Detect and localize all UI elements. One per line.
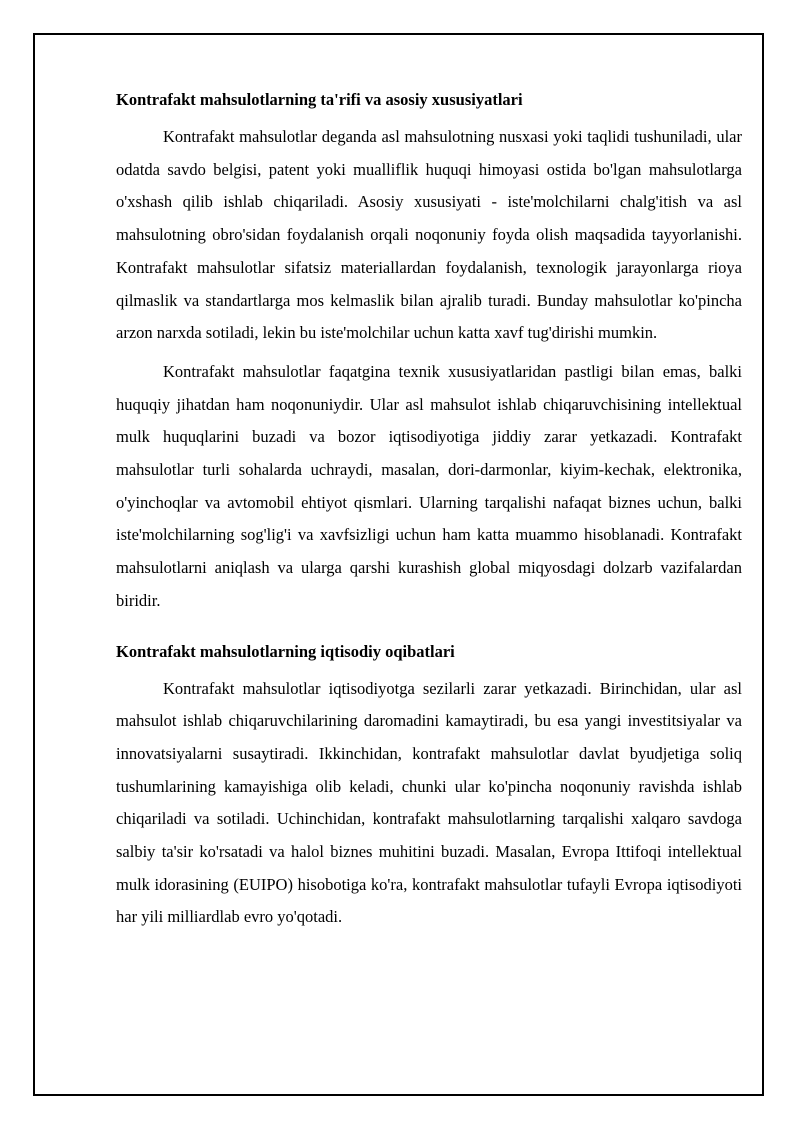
paragraph-definition-2: Kontrafakt mahsulotlar faqatgina texnik xususiyatlaridan pastligi bilan emas, balki huquqiy jihatdan ham noqonuniydir. Ular asl mahsulot ishlab chiqaruvchisining intellektual mulk huquqlarini buzadi va bozor iqtisodiyotiga jiddiy zarar yetkazadi. Kontrafakt mahsulotlar turli sohalarda uchraydi, masalan, dori-darmonlar, kiyim-kechak, elektronika, o'yinchoqlar va avtomobil ehtiyot qismlari. Ularning tarqalishi nafaqat biznes uchun, balki iste'molchilarning sog'lig'i va xavfsizligi uchun ham katta muammo hisoblanadi. Kontrafakt mahsulotlarni aniqlash va ularga qarshi kurashish global miqyosdagi dolzarb vazifalardan biridir. [116, 361, 742, 610]
section-heading-definition: Kontrafakt mahsulotlarning ta'rifi va asosiy xususiyatlari [116, 90, 523, 109]
paragraph-definition-1: Kontrafakt mahsulotlar deganda asl mahsulotning nusxasi yoki taqlidi tushuniladi, ular odatda savdo belgisi, patent yoki mualliflik huquqi himoyasi ostida bo'lgan mahsulotlarga o'xshash qilib ishlab chiqariladi. Asosiy xususiyati - iste'molchilarni chalg'itish va asl mahsulotning obro'sidan foydalanish orqali noqonuniy foyda olish maqsadida tayyorlanishi. Kontrafakt mahsulotlar sifatsiz materiallardan foydalanish, texnologik jarayonlarga rioya qilmaslik va standartlarga mos kelmaslik bilan ajralib turadi. Bunday mahsulotlar ko'pincha arzon narxda sotiladi, lekin bu iste'molchilar uchun katta xavf tug'dirishi mumkin. [116, 127, 742, 343]
section-heading-economic-consequences: Kontrafakt mahsulotlarning iqtisodiy oqibatlari [116, 641, 455, 661]
document-body [116, 84, 742, 934]
paragraph-economic-1: Kontrafakt mahsulotlar iqtisodiyotga sezilarli zarar yetkazadi. Birinchidan, ular asl mahsulot ishlab chiqaruvchilarining daromadini kamaytiradi, bu esa yangi investitsiyalar va innovatsiyalarni susaytiradi. Ikkinchidan, kontrafakt mahsulotlar davlat byudjetiga soliq tushumlarining kamayishiga olib keladi, chunki ular ko'pincha noqonuniy ravishda ishlab chiqariladi va sotiladi. Uchinchidan, kontrafakt mahsulotlarning tarqalishi xalqaro savdoga salbiy ta'sir ko'rsatadi va halol biznes muhitini buzadi. Masalan, Evropa Ittifoqi intellektual mulk idorasining (EUIPO) hisobotiga ko'ra, kontrafakt mahsulotlar tufayli Evropa iqtisodiyoti har yili milliardlab evro yo'qotadi. [116, 678, 742, 927]
